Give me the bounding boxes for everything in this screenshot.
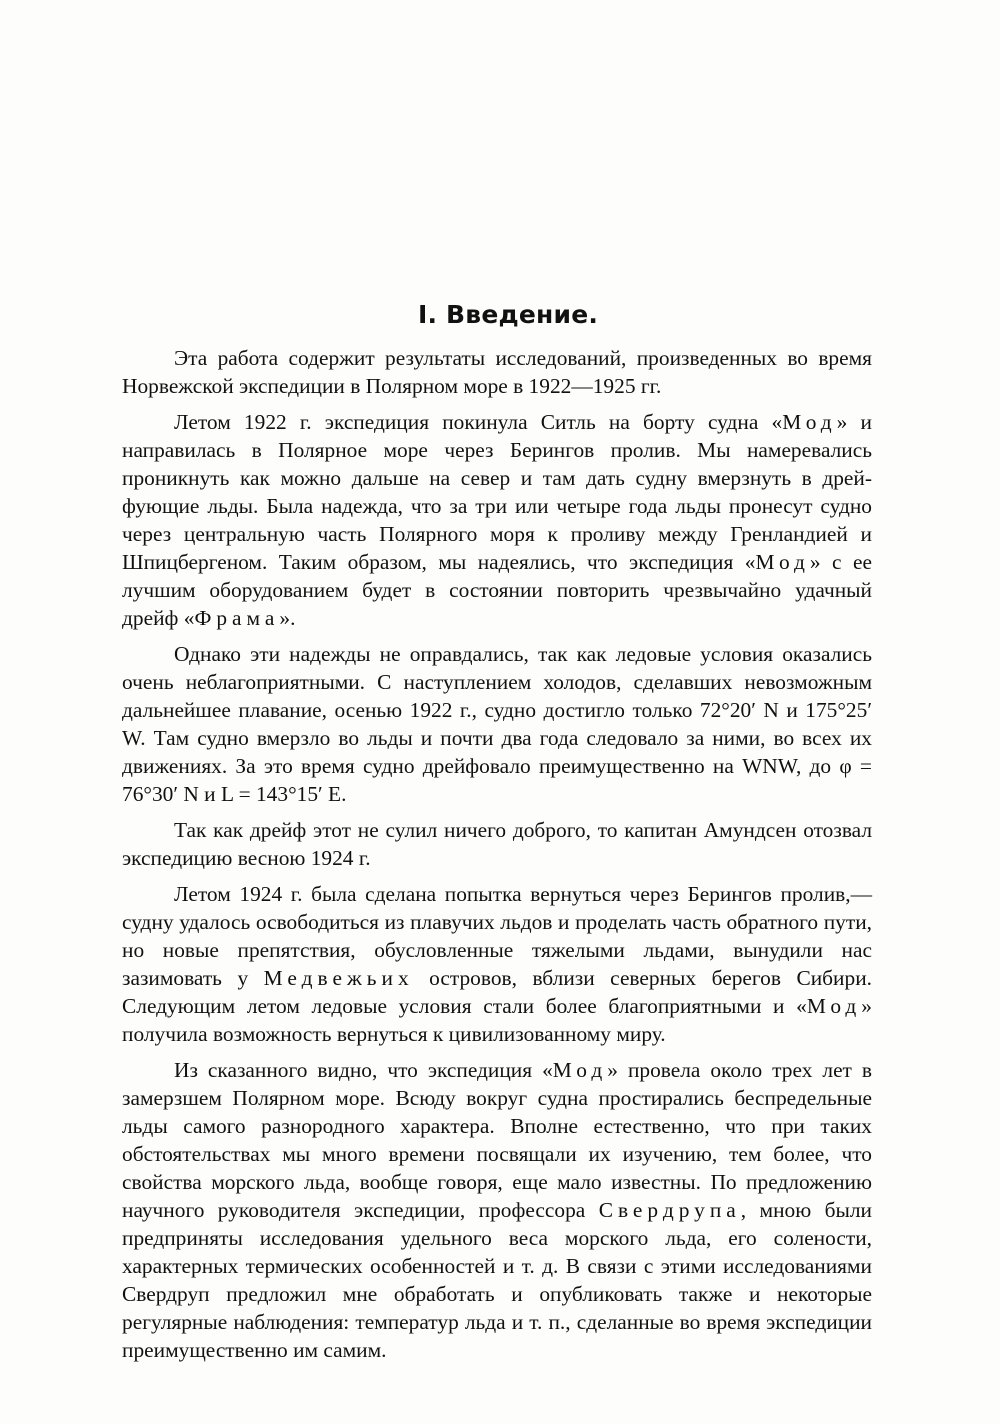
text-span: Из сказанного видно, что экспедиция « <box>174 1058 553 1082</box>
paragraph-departure <box>122 408 872 632</box>
text-span: Однако эти надежды не оправдались, так как ледовые условия оказались очень неблагоприятными. С наступлением холодов, сделавших невозможным дальнейшее плавание, осенью 1922 г., судно достигло только 72°20′ N и 175°25′ W. Там судно вмерзло во льды и почти два года следовало за ними, во всех их движениях. За это время судно дрейфовало преимущественно на WNW, до φ = 76°30′ N и L = 143°15′ E. <box>122 642 872 806</box>
text-span: » получила возможность вернуться к цивилизованному миру. <box>122 994 872 1046</box>
text-span: Летом 1924 г. была сделана попытка вернуться через Берингов пролив,— судну удалось освободиться из плавучих льдов и проделать часть обратного пути, но новые препятствия, обусловленные тяжелыми льдами, вынудили нас зазимовать у <box>122 882 872 990</box>
paragraph-intro <box>122 344 872 400</box>
section-heading: I. Введение. <box>417 300 599 329</box>
text-span: , мною были предприняты исследования удельного веса морского льда, его солености, характерных термических особенностей и т. д. В связи с этими исследованиями Свердруп предложил мне обработать и опубликовать также и некоторые регулярные наблюдения: температур льда и т. п., сделанные во время экспедиции преимущественно им самим. <box>122 1198 872 1362</box>
paragraph-unfavorable-conditions <box>122 640 872 808</box>
ship-name-spaced: Мод <box>755 550 810 574</box>
place-name-spaced: Медвежьих <box>263 966 414 990</box>
text-span: Так как дрейф этот не сулил ничего доброго, то капитан Амундсен отозвал экспедицию весною 1924 г. <box>122 818 872 870</box>
person-name-spaced: Свердрупа <box>598 1198 741 1222</box>
text-span: » провела около трех лет в замерзшем Полярном море. Всюду вокруг судна простирались беспредельные льды самого разнородного характера. Вполне естественно, что при таких обстоятельствах мы много времени посвящали их изучению, тем более, что свойства морского льда, вообще говоря, еще мало известны. По предложению научного руководителя экспедиции, профессора <box>122 1058 872 1222</box>
text-span: ». <box>279 606 296 630</box>
text-span: Летом 1922 г. экспедиция покинула Ситль на борту судна « <box>174 410 783 434</box>
ship-name-spaced: Мод <box>806 994 862 1018</box>
ship-name-spaced: Мод <box>552 1058 608 1082</box>
paragraph-research <box>122 1056 872 1364</box>
text-span: островов, вблизи северных берегов Сибири. Следующим летом ледовые условия стали более благоприятными и « <box>122 966 872 1018</box>
page-text-block <box>122 300 872 1372</box>
text-span: » с ее лучшим оборудованием будет в состоянии повторить чрезвычайно удачный дрейф « <box>122 550 872 630</box>
ship-name-spaced: Фрама <box>194 606 280 630</box>
text-span: » и направилась в Полярное море через Берингов пролив. Мы намеревались проникнуть как можно дальше на север и там дать судну вмерзнуть в дрейфующие льды. Была надежда, что за три или четыре года льды пронесут судно через центральную часть Полярного моря к проливу между Гренландией и Шпицбергеном. Таким образом, мы надеялись, что экспедиция « <box>122 410 872 574</box>
text-span: Эта работа содержит результаты исследований, произведенных во время Норвежской экспедиции в Полярном море в 1922—1925 гг. <box>122 346 872 398</box>
paragraph-recall <box>122 816 872 872</box>
paragraph-return-attempt <box>122 880 872 1048</box>
ship-name-spaced: Мод <box>782 410 837 434</box>
